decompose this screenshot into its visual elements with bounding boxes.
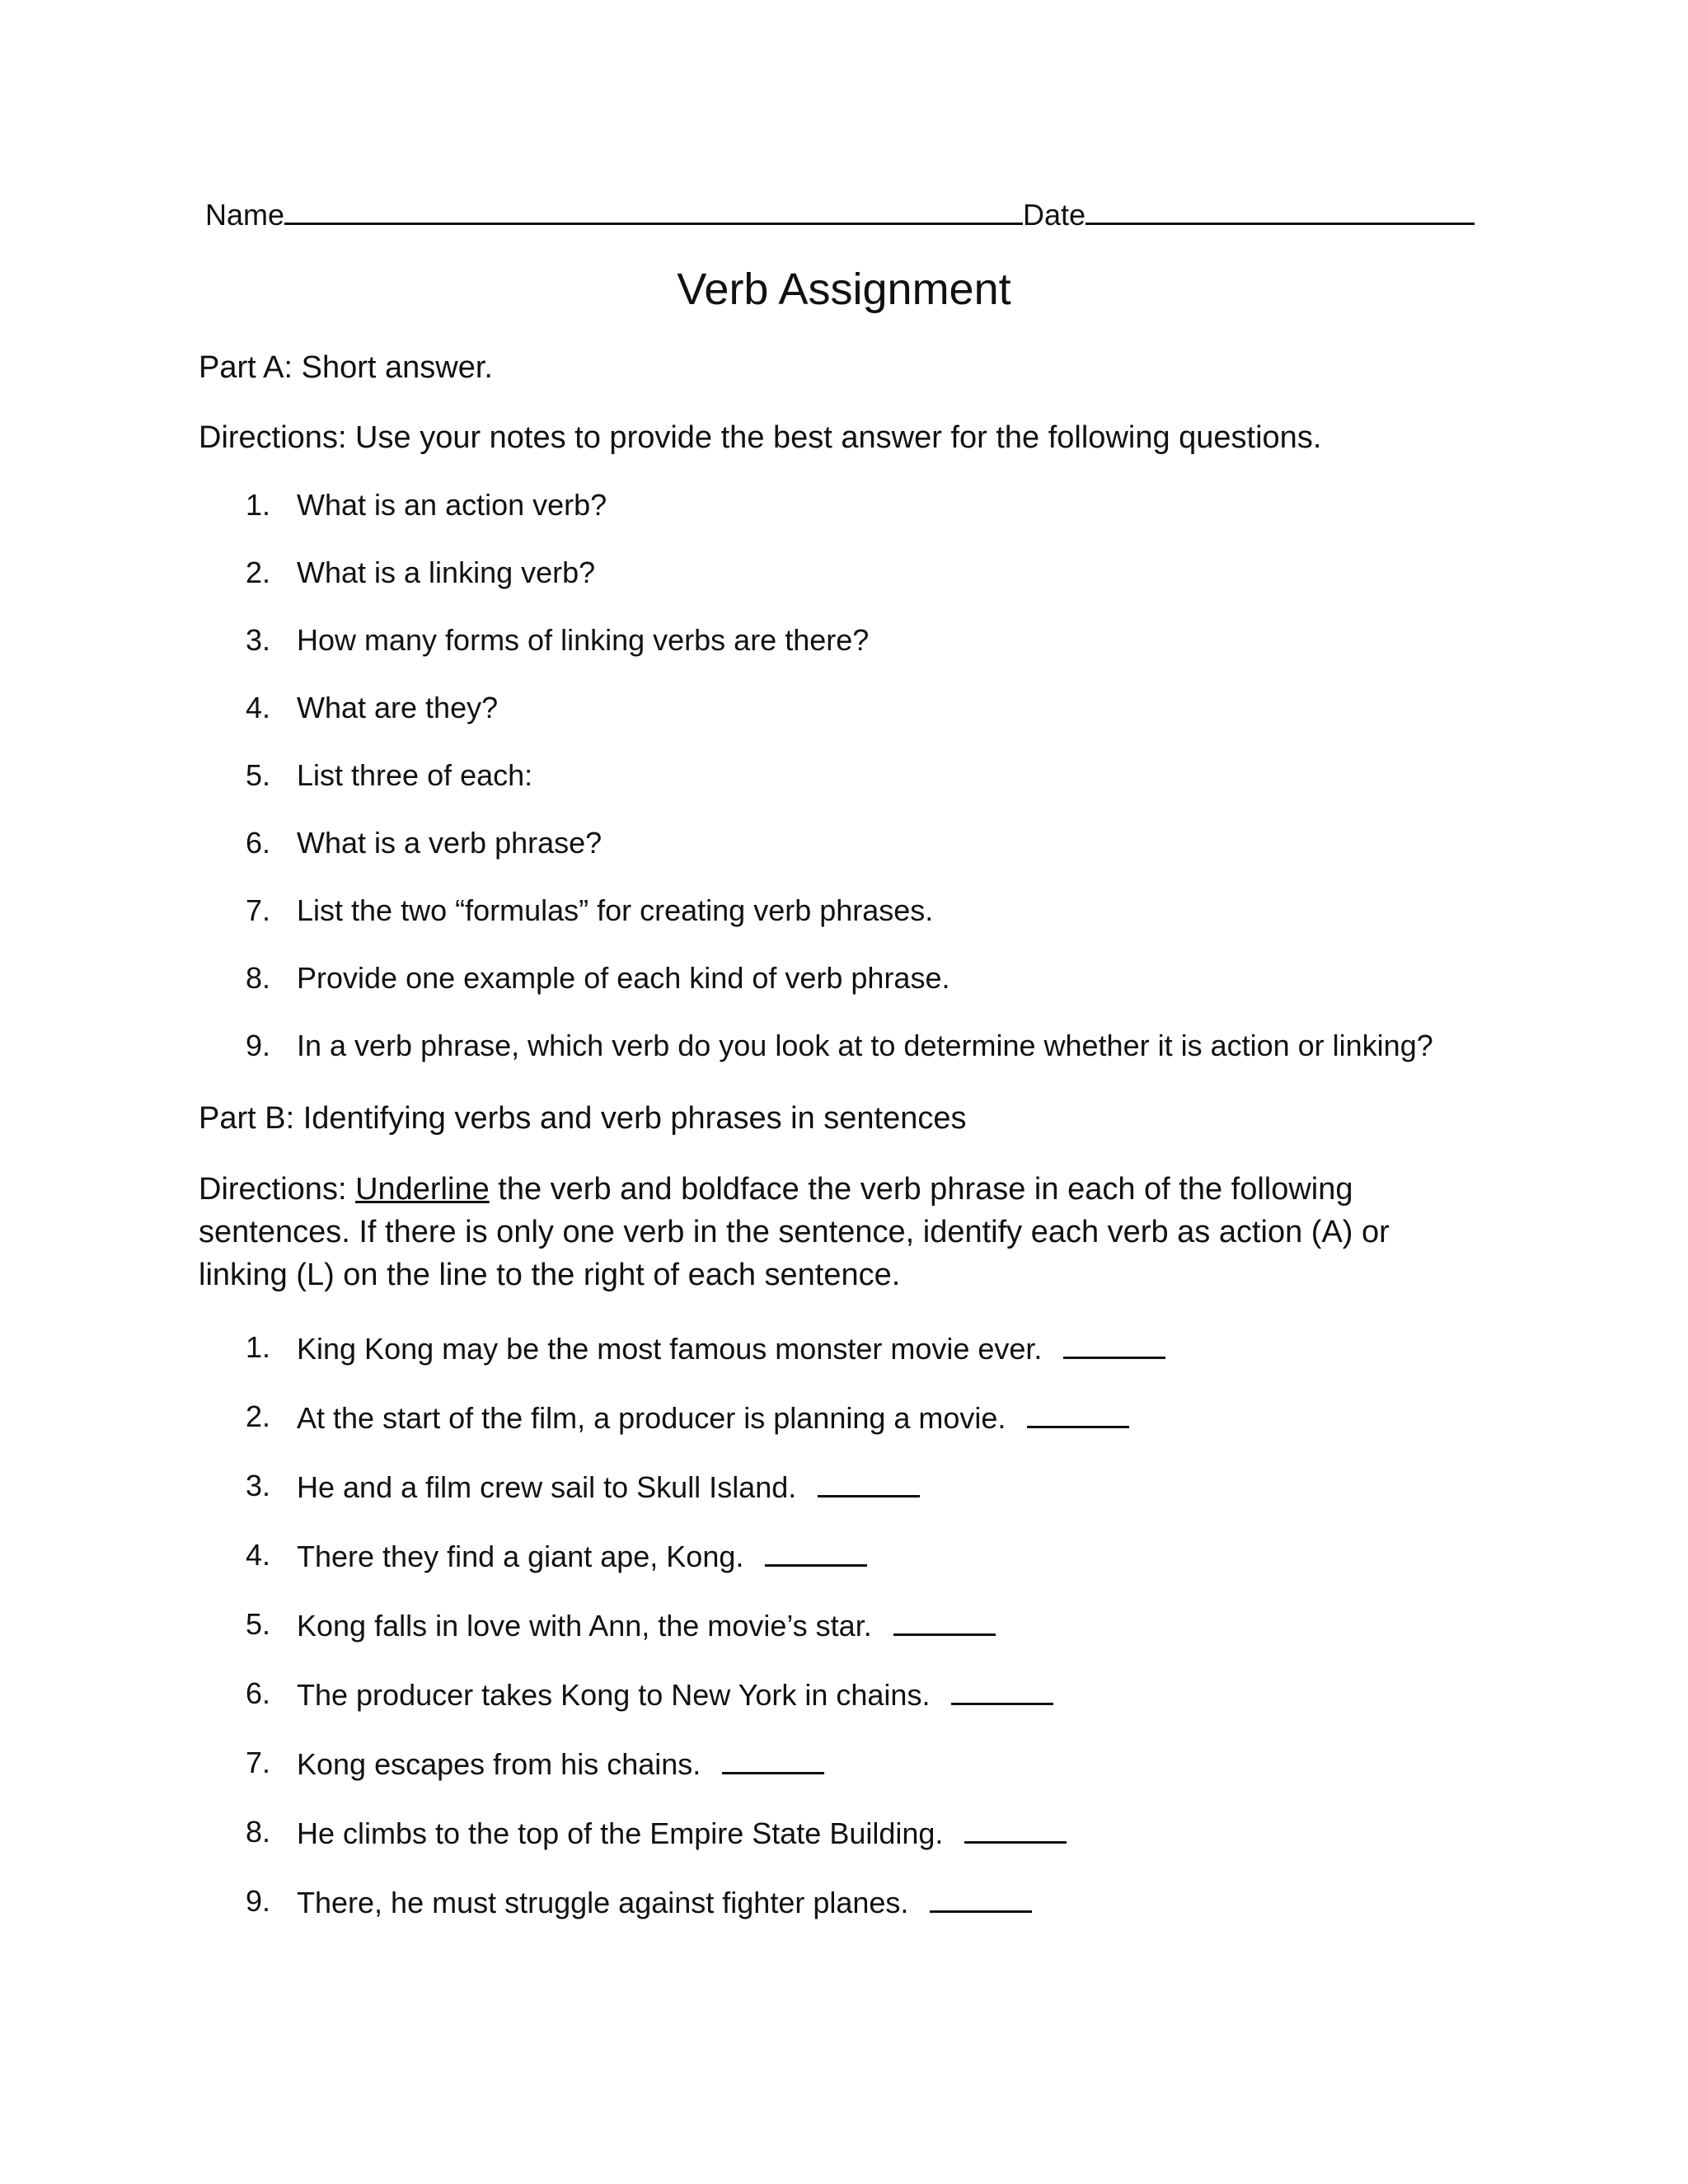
sentence-row bbox=[297, 1398, 1129, 1437]
item-number: 6. bbox=[246, 1676, 271, 1710]
sentence-text: King Kong may be the most famous monster movie ever. bbox=[297, 1332, 1043, 1366]
sentence-row bbox=[297, 1467, 920, 1507]
sentence-row bbox=[297, 1675, 1053, 1714]
sentence-row bbox=[297, 1329, 1165, 1368]
page-title: Verb Assignment bbox=[677, 265, 1011, 314]
name-date-line bbox=[205, 194, 1475, 233]
sentence-text: Kong escapes from his chains. bbox=[297, 1747, 701, 1781]
sentence-row bbox=[297, 1744, 824, 1783]
answer-blank[interactable] bbox=[930, 1882, 1032, 1913]
part-a-directions: Directions: Use your notes to provide the best answer for the following questions. bbox=[199, 420, 1322, 455]
name-label: Name bbox=[205, 198, 285, 232]
item-number: 9. bbox=[246, 1884, 271, 1918]
question-text: How many forms of linking verbs are there? bbox=[297, 623, 870, 657]
answer-blank[interactable] bbox=[1063, 1329, 1165, 1359]
item-number: 1. bbox=[246, 488, 271, 522]
part-b-directions bbox=[199, 1168, 1484, 1296]
sentence-text: At the start of the film, a producer is planning a movie. bbox=[297, 1401, 1006, 1435]
item-number: 7. bbox=[246, 893, 271, 927]
item-number: 4. bbox=[246, 691, 271, 724]
item-number: 8. bbox=[246, 961, 271, 995]
sentence-row bbox=[297, 1813, 1067, 1853]
sentence-text: He and a film crew sail to Skull Island. bbox=[297, 1470, 797, 1504]
item-number: 6. bbox=[246, 826, 271, 860]
question-text: Provide one example of each kind of verb phrase. bbox=[297, 961, 950, 995]
question-text: List three of each: bbox=[297, 758, 533, 792]
directions-prefix: Directions: bbox=[199, 1172, 356, 1207]
item-number: 9. bbox=[246, 1029, 271, 1062]
name-blank[interactable] bbox=[284, 194, 1023, 225]
answer-blank[interactable] bbox=[964, 1813, 1067, 1844]
date-label: Date bbox=[1023, 198, 1086, 232]
sentence-text: There, he must struggle against fighter planes. bbox=[297, 1886, 909, 1919]
sentence-row bbox=[297, 1536, 867, 1576]
answer-blank[interactable] bbox=[765, 1536, 867, 1567]
answer-blank[interactable] bbox=[893, 1605, 996, 1636]
item-number: 3. bbox=[246, 623, 271, 657]
item-number: 8. bbox=[246, 1815, 271, 1849]
question-text: What is a linking verb? bbox=[297, 555, 596, 589]
question-text: List the two “formulas” for creating verb phrases. bbox=[297, 893, 934, 927]
sentence-text: Kong falls in love with Ann, the movie’s star. bbox=[297, 1609, 872, 1643]
sentence-text: There they find a giant ape, Kong. bbox=[297, 1540, 744, 1573]
question-text: In a verb phrase, which verb do you look at to determine whether it is action or linking? bbox=[297, 1029, 1433, 1062]
item-number: 1. bbox=[246, 1330, 271, 1364]
answer-blank[interactable] bbox=[818, 1467, 920, 1497]
underline-word: Underline bbox=[355, 1172, 490, 1207]
item-number: 2. bbox=[246, 1399, 271, 1433]
sentence-row bbox=[297, 1882, 1032, 1922]
question-text: What are they? bbox=[297, 691, 499, 724]
sentence-text: The producer takes Kong to New York in chains. bbox=[297, 1678, 931, 1712]
item-number: 2. bbox=[246, 555, 271, 589]
item-number: 4. bbox=[246, 1538, 271, 1572]
date-blank[interactable] bbox=[1085, 194, 1475, 225]
item-number: 5. bbox=[246, 758, 271, 792]
item-number: 5. bbox=[246, 1607, 271, 1641]
sentence-row bbox=[297, 1605, 996, 1645]
item-number: 7. bbox=[246, 1746, 271, 1779]
answer-blank[interactable] bbox=[951, 1675, 1053, 1705]
answer-blank[interactable] bbox=[1027, 1398, 1129, 1428]
answer-blank[interactable] bbox=[722, 1744, 824, 1774]
question-text: What is a verb phrase? bbox=[297, 826, 603, 860]
question-text: What is an action verb? bbox=[297, 488, 607, 522]
part-b-heading: Part B: Identifying verbs and verb phrases in sentences bbox=[199, 1101, 967, 1136]
sentence-text: He climbs to the top of the Empire State Building. bbox=[297, 1816, 944, 1850]
item-number: 3. bbox=[246, 1469, 271, 1502]
directions-rest: the verb and boldface the verb phrase in each of the following sentences. If there is only one verb in the sentence, identify each verb as action (A) or linking (L) on the line to the right of each sentence. bbox=[199, 1172, 1390, 1292]
part-a-heading: Part A: Short answer. bbox=[199, 350, 493, 385]
